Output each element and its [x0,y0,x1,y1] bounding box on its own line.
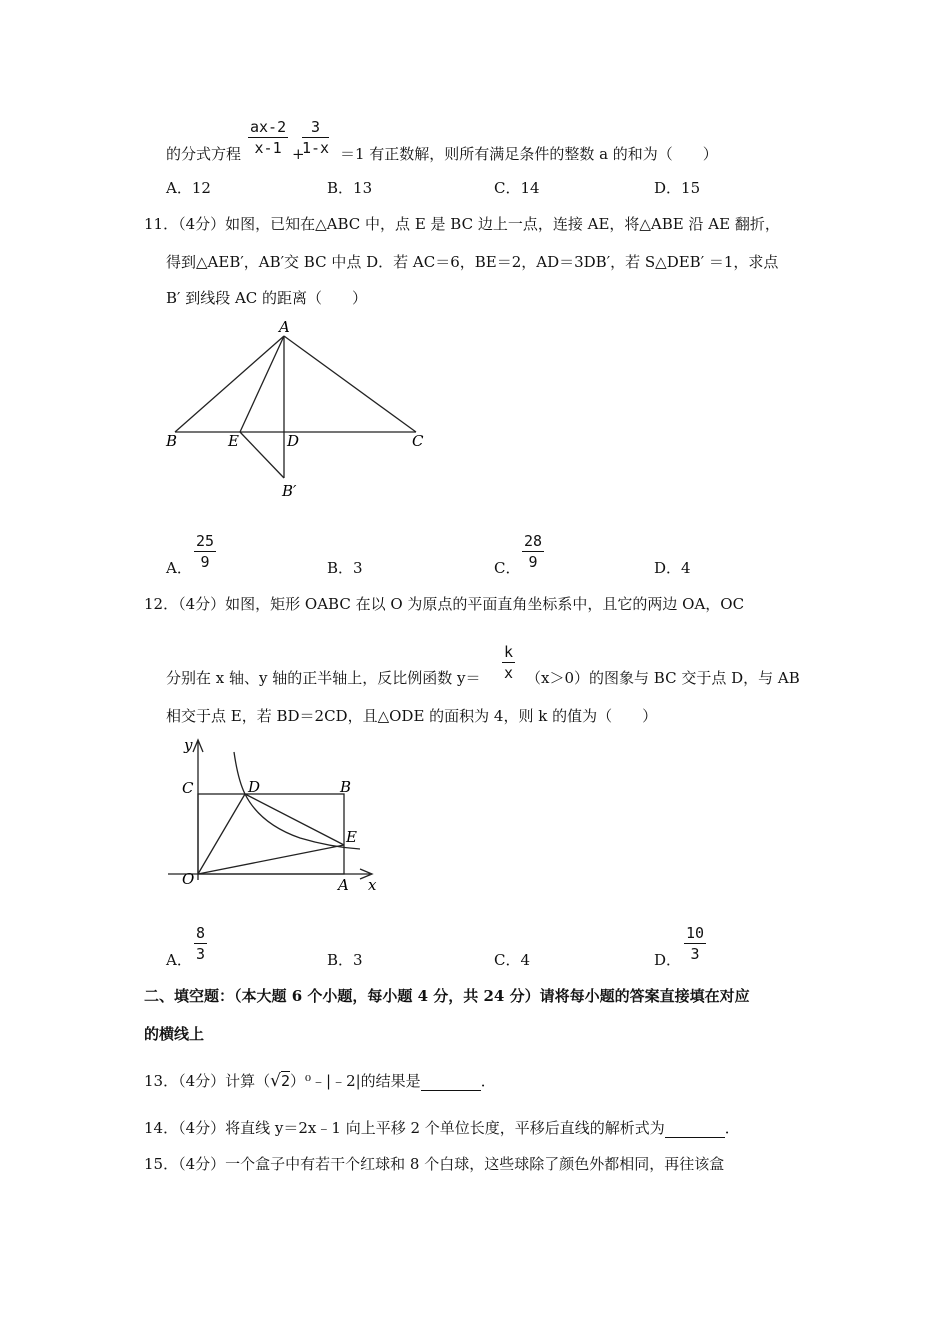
q13-text-post: ）⁰﹣|﹣2|的结果是 [290,1072,421,1090]
q12-segment-od [198,794,245,874]
sqrt-icon: √ [270,1071,281,1091]
section-2-heading-line-1: 二、填空题：（本大题 6 个小题，每小题 4 分，共 24 分）请将每小题的答案直接填在对应 [144,987,750,1005]
q12-option-d-fraction [684,924,706,963]
q10-option-c: C．14 [494,179,540,197]
q11-segment-ac [284,336,416,432]
q12-option-a-numerator: 8 [196,924,206,942]
q11-text-line-1: 11．（4分）如图，已知在△ABC 中，点 E 是 BC 边上一点，连接 AE，将△ABE 沿 AE 翻折， [144,215,780,233]
q12-segment-oe [198,845,344,874]
q12-label-c: C [182,779,194,797]
q12-option-a-label: A． [166,951,192,969]
q10-plus: + [292,145,305,163]
q11-label-e: E [228,432,239,450]
q11-segment-ebprime [240,432,284,478]
q11-triangle-figure [150,310,450,510]
q10-frac2-denominator: 1-x [302,139,330,157]
q11-segment-ae [240,336,284,432]
q10-suffix-text: ＝1 有正数解，则所有满足条件的整数 a 的和为（ ） [340,145,718,163]
q12-option-a-denominator: 3 [196,945,206,963]
q12-hyperbola-curve [234,752,360,849]
q12-label-b: B [340,778,352,796]
q13-text-pre: 13．（4分）计算（ [144,1072,271,1090]
q11-option-a-numerator: 25 [196,532,215,550]
q10-option-a: A．12 [166,179,211,197]
q10-option-b: B．13 [327,179,373,197]
q12-text-line-1: 12．（4分）如图，矩形 OABC 在以 O 为原点的平面直角坐标系中，且它的两边 OA，OC [144,595,745,613]
q12-label-o: O [182,870,195,888]
q14-answer-blank [665,1119,725,1138]
q10-frac1-numerator: ax-2 [250,118,287,136]
q12-option-c: C．4 [494,951,531,969]
q14-text-pre: 14．（4分）将直线 y＝2x﹣1 向上平移 2 个单位长度，平移后直线的解析式为 [144,1119,665,1137]
q13-text-end: ． [480,1072,496,1090]
q11-option-c-fraction [522,532,544,571]
q12-segment-de [245,794,344,845]
q12-fraction-k-over-x [502,643,515,682]
q11-text-line-2: 得到△AEB′，AB′交 BC 中点 D．若 AC＝6，BE＝2，AD＝3DB′，若 S△DEB′ ＝1，求点 [166,253,779,271]
q10-fraction-1 [248,118,288,157]
q11-option-b: B．3 [327,559,363,577]
q12-option-b: B．3 [327,951,363,969]
section-2-heading-line-2: 的横线上 [144,1025,205,1043]
q11-option-c-label: C． [494,559,521,577]
q11-segment-ab [175,336,284,432]
q13-answer-blank [421,1072,481,1091]
q11-option-a-fraction [194,532,216,571]
q12-label-y: y [184,736,193,754]
q12-label-d: D [248,778,261,796]
q11-label-d: D [287,432,300,450]
q12-text-line-2-post: （x＞0）的图象与 BC 交于点 D，与 AB [526,669,800,687]
q12-text-line-2-pre: 分别在 x 轴、y 轴的正半轴上，反比例函数 y＝ [166,669,481,687]
q12-option-d-denominator: 3 [690,945,700,963]
q12-option-d-numerator: 10 [686,924,705,942]
q11-label-a: A [279,318,290,336]
q11-option-c-denominator: 9 [528,553,538,571]
q12-label-e: E [346,828,357,846]
q11-label-b: B [166,432,178,450]
q12-label-x: x [368,876,377,894]
q11-option-d: D．4 [654,559,691,577]
q10-frac1-denominator: x-1 [254,139,282,157]
q12-option-d-label: D． [654,951,682,969]
q11-option-a-label: A． [166,559,192,577]
q10-option-d: D．15 [654,179,701,197]
q13-text [144,1071,496,1091]
q11-option-c-numerator: 28 [524,532,543,550]
q11-label-c: C [412,432,424,450]
q10-prefix-text: 的分式方程 [166,145,242,163]
q11-text-line-3: B′ 到线段 AC 的距离（ ） [166,289,368,307]
q12-frac-denominator: x [504,664,514,682]
q12-text-line-3: 相交于点 E，若 BD＝2CD，且△ODE 的面积为 4，则 k 的值为（ ） [166,707,658,725]
q11-option-a-denominator: 9 [200,553,210,571]
q10-frac2-numerator: 3 [302,118,329,138]
q15-text-line-1: 15．（4分）一个盒子中有若干个红球和 8 个白球，这些球除了颜色外都相同，再往该盒 [144,1155,725,1173]
q11-label-bprime: B′ [282,482,297,500]
q12-frac-numerator: k [504,643,514,661]
q12-label-a: A [338,876,349,894]
q14-text-end: ． [724,1119,740,1137]
q12-option-a-fraction [194,924,207,963]
q10-fraction-2 [302,118,329,157]
q13-sqrt-radicand: 2 [280,1072,291,1090]
q12-coordinate-figure [160,730,400,900]
q14-text [144,1118,740,1138]
